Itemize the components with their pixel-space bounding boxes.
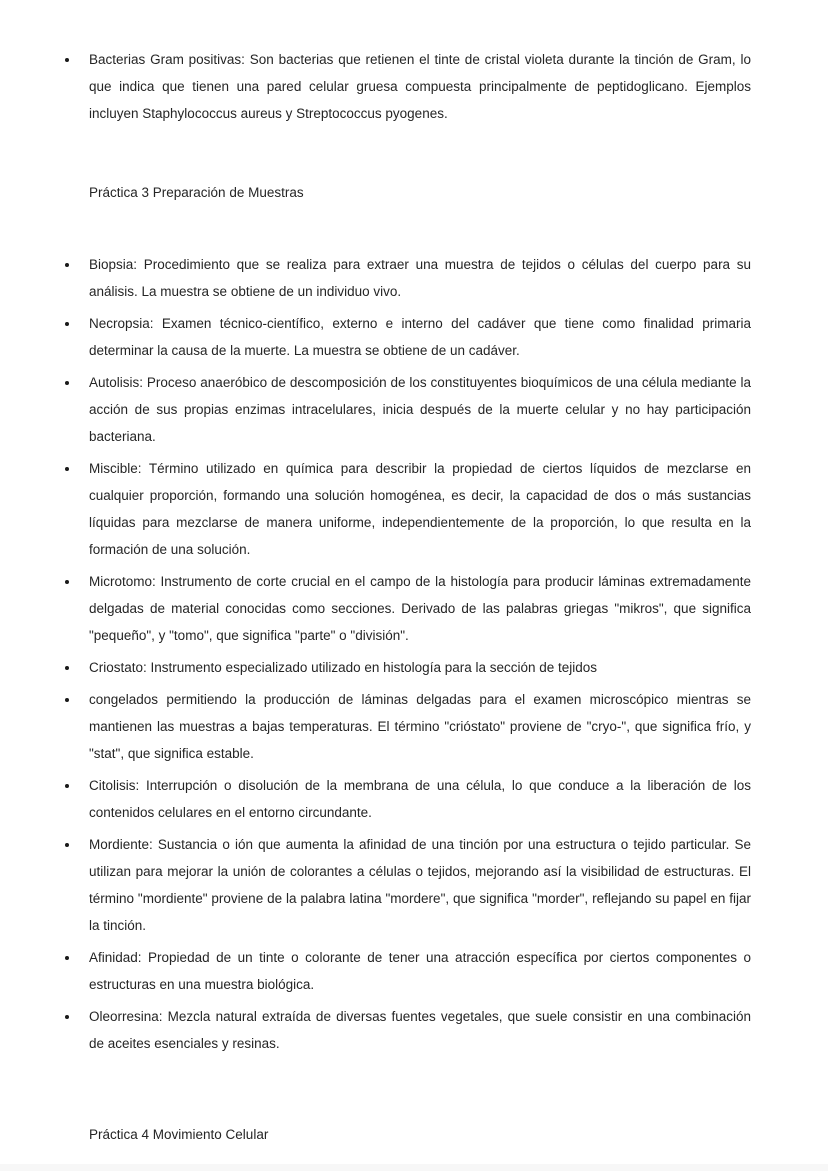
list-item-autolisis: • Autolisis: Proceso anaeróbico de descomposición de los constituyentes bioquímicos de una célula mediante la acción de sus propias enzimas intracelulares, inicia después de la muerte celular y no hay participación bacteriana.	[80, 369, 751, 450]
section-heading-practica-4: Práctica 4 Movimiento Celular	[89, 1127, 269, 1142]
page-bottom-edge	[0, 1164, 828, 1171]
list-item-oleorresina: • Oleorresina: Mezcla natural extraída de diversas fuentes vegetales, que suele consistir en una combinación de aceites esenciales y resinas.	[80, 1003, 751, 1057]
list-item-miscible: • Miscible: Término utilizado en química para describir la propiedad de ciertos líquidos de mezclarse en cualquier proporción, formando una solución homogénea, es decir, la capacidad de dos o más sustancias líquidas para mezclarse de manera uniforme, independientemente de la proporción, lo que resulta en la formación de una solución.	[80, 455, 751, 563]
list-item-criostato-continuacion: • congelados permitiendo la producción de láminas delgadas para el examen microscópico mientras se mantienen las muestras a bajas temperaturas. El término "crióstato" proviene de "cryo-", que significa frío, y "stat", que significa estable.	[80, 686, 751, 767]
gram-positive-bullet-list	[56, 46, 751, 127]
section-heading-practica-3: Práctica 3 Preparación de Muestras	[89, 185, 304, 200]
list-item-citolisis: • Citolisis: Interrupción o disolución de la membrana de una célula, lo que conduce a la liberación de los contenidos celulares en el entorno circundante.	[80, 772, 751, 826]
practica-3-term-list	[56, 251, 751, 1057]
list-item-microtomo: • Microtomo: Instrumento de corte crucial en el campo de la histología para producir láminas extremadamente delgadas de material conocidas como secciones. Derivado de las palabras griegas "mikros", que significa "pequeño", y "tomo", que significa "parte" o "división".	[80, 568, 751, 649]
list-item-necropsia: • Necropsia: Examen técnico-científico, externo e interno del cadáver que tiene como finalidad primaria determinar la causa de la muerte. La muestra se obtiene de un cadáver.	[80, 310, 751, 364]
list-item-bacterias-gram-positivas: • Bacterias Gram positivas: Son bacterias que retienen el tinte de cristal violeta durante la tinción de Gram, lo que indica que tienen una pared celular gruesa compuesta principalmente de peptidoglicano. Ejemplos incluyen Staphylococcus aureus y Streptococcus pyogenes.	[80, 46, 751, 127]
list-item-mordiente: • Mordiente: Sustancia o ión que aumenta la afinidad de una tinción por una estructura o tejido particular. Se utilizan para mejorar la unión de colorantes a células o tejidos, mejorando así la visibilidad de estructuras. El término "mordiente" proviene de la palabra latina "mordere", que significa "morder", reflejando su papel en fijar la tinción.	[80, 831, 751, 939]
list-item-biopsia: • Biopsia: Procedimiento que se realiza para extraer una muestra de tejidos o células del cuerpo para su análisis. La muestra se obtiene de un individuo vivo.	[80, 251, 751, 305]
list-item-afinidad: • Afinidad: Propiedad de un tinte o colorante de tener una atracción específica por ciertos componentes o estructuras en una muestra biológica.	[80, 944, 751, 998]
list-item-criostato: • Criostato: Instrumento especializado utilizado en histología para la sección de tejidos	[80, 654, 751, 681]
